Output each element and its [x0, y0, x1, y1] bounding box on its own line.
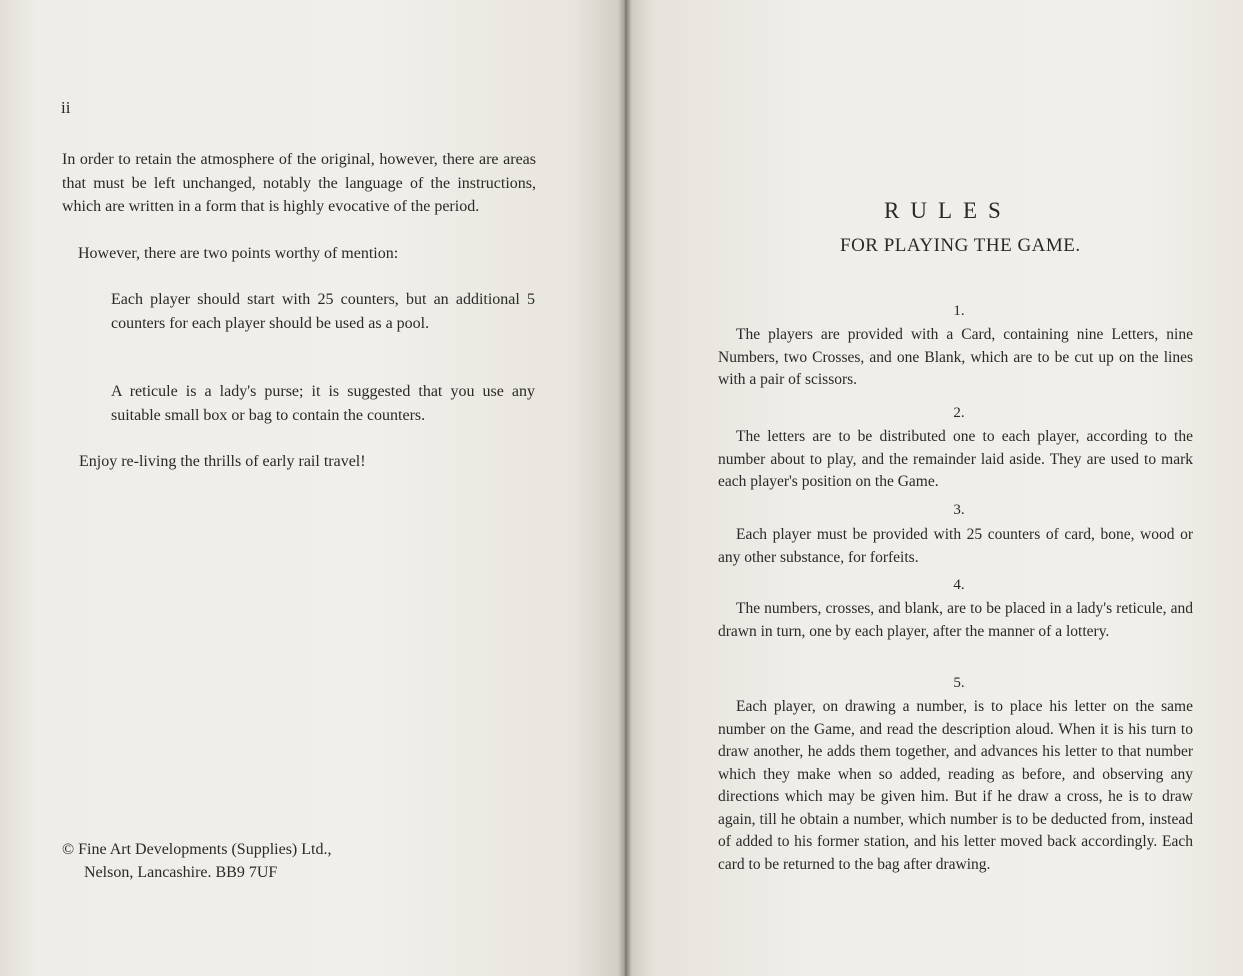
book-gutter	[618, 0, 632, 976]
rules-title: RULES	[884, 198, 1012, 223]
points-intro-paragraph: However, there are two points worthy of mention:	[78, 245, 399, 262]
copyright-line-2: Nelson, Lancashire. BB9 7UF	[84, 864, 278, 881]
rule-number-3: 3.	[953, 502, 965, 518]
rule-number-5: 5.	[953, 675, 965, 691]
rule-text-5: Each player, on drawing a number, is to place his letter on the same number on the Game, and read the description aloud. When it is his turn to draw another, he adds them together, and advances his letter to that number which they make when so added, reading as before, and observing any directions which may be given him. But if he draw a cross, he is to draw again, till he obtain a number, which number is to be deducted from, instead of added to his former station, and his letter moved back accordingly. Each card to be returned to the bag after drawing.	[718, 698, 1193, 873]
intro-paragraph: In order to retain the atmosphere of the original, however, there are areas that must be left unchanged, notably the language of the instructions, which are written in a form that is highly evocative of the period.	[62, 151, 536, 215]
closing-line: Enjoy re-living the thrills of early rail travel!	[79, 453, 366, 470]
rule-text-1: The players are provided with a Card, containing nine Letters, nine Numbers, two Crosses, and one Blank, which are to be cut up on the lines with a pair of scissors.	[718, 326, 1193, 388]
reticule-note: A reticule is a lady's purse; it is suggested that you use any suitable small box or bag to contain the counters.	[111, 383, 535, 424]
rule-number-4: 4.	[953, 577, 965, 593]
rule-text-3: Each player must be provided with 25 counters of card, bone, wood or any other substance, for forfeits.	[718, 526, 1193, 566]
rules-subtitle: FOR PLAYING THE GAME.	[840, 235, 1081, 256]
page-number-left: ii	[61, 98, 71, 117]
copyright-line-1: © Fine Art Developments (Supplies) Ltd.,	[62, 841, 332, 858]
copyright-notice	[62, 838, 331, 884]
counters-note: Each player should start with 25 counters, but an additional 5 counters for each player should be used as a pool.	[111, 291, 535, 332]
rule-text-4: The numbers, crosses, and blank, are to be placed in a lady's reticule, and drawn in turn, one by each player, after the manner of a lottery.	[718, 600, 1193, 640]
rule-number-2: 2.	[953, 405, 965, 421]
rule-text-2: The letters are to be distributed one to each player, according to the number about to play, and the remainder laid aside. They are used to mark each player's position on the Game.	[718, 428, 1193, 490]
rule-number-1: 1.	[953, 303, 965, 319]
